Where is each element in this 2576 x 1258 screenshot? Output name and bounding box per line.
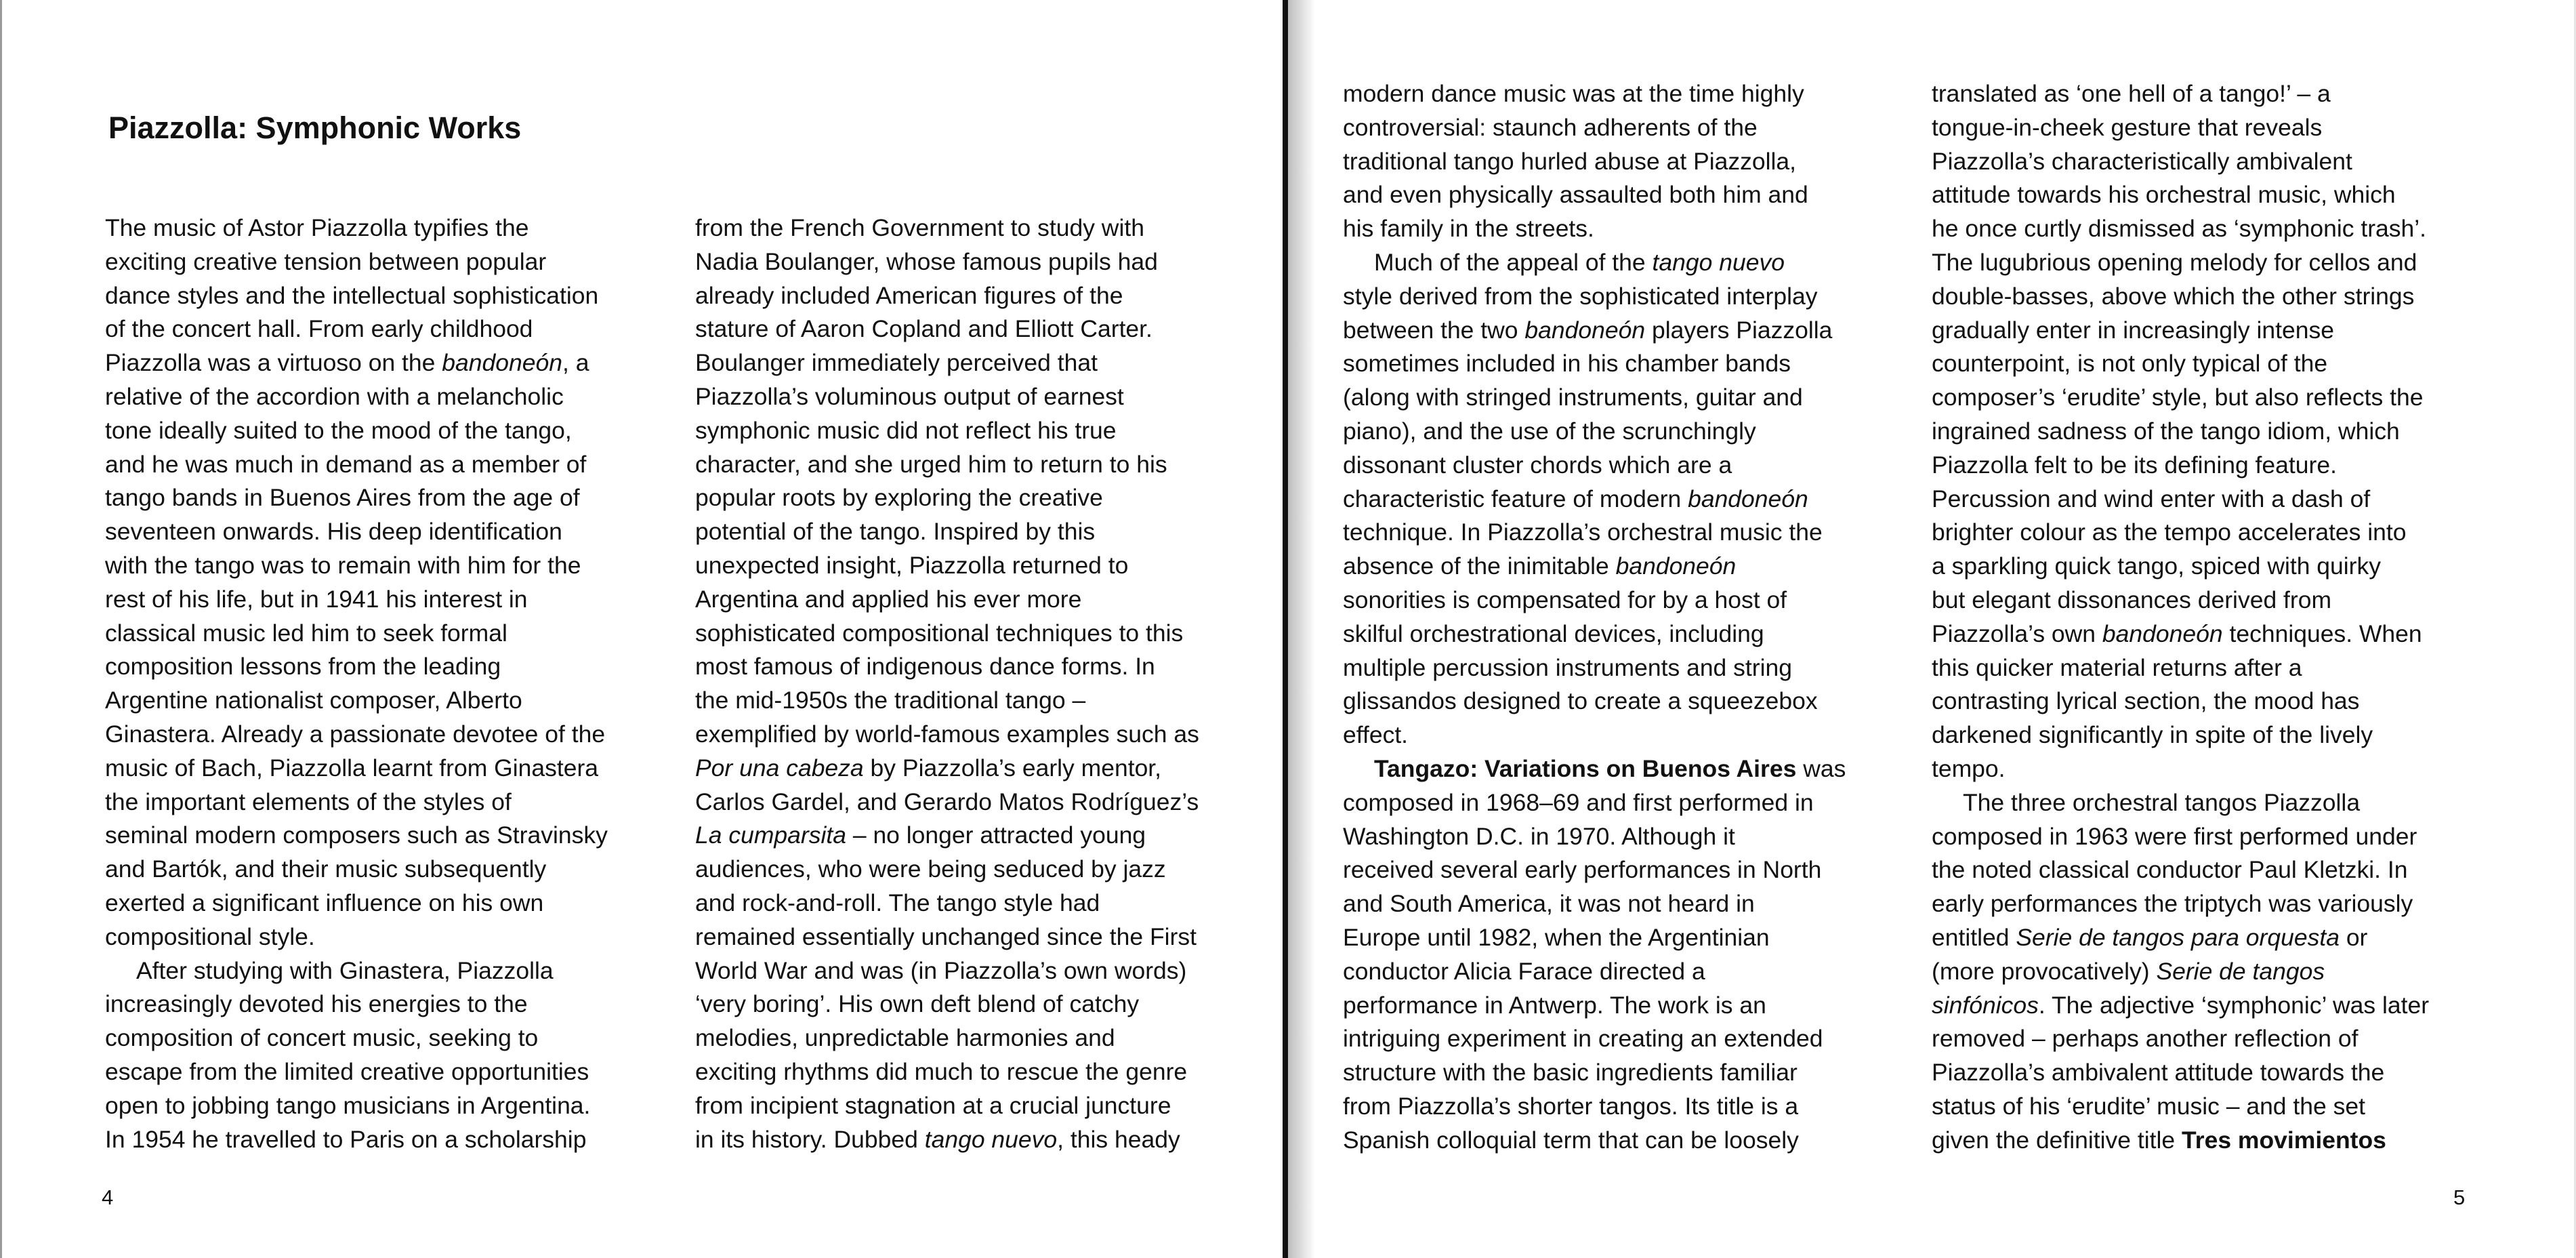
bold-text: Tres movimientos xyxy=(2182,1126,2386,1154)
body-text: , a xyxy=(562,349,589,377)
article-title: Piazzolla: Symphonic Works xyxy=(108,110,522,145)
body-text: this quicker material returns after a xyxy=(1932,653,2302,681)
italic-text: bandoneón xyxy=(1688,485,1808,512)
italic-text: Serie de tangos para orquesta xyxy=(2016,923,2340,951)
body-text: and Bartók, and their music subsequently xyxy=(105,855,547,883)
body-text: increasingly devoted his energies to the xyxy=(105,990,528,1018)
body-text: gradually enter in increasingly intense xyxy=(1932,316,2334,344)
text-line xyxy=(695,819,1251,853)
body-text: between the two xyxy=(1343,316,1525,344)
text-line xyxy=(1932,820,2487,854)
body-text: Carlos Gardel, and Gerardo Matos Rodríguez’s xyxy=(695,788,1199,815)
text-line xyxy=(1932,955,2487,989)
body-text: the noted classical conductor Paul Kletzki. In xyxy=(1932,856,2408,884)
body-text: composition lessons from the leading xyxy=(105,653,501,681)
body-text: Boulanger immediately perceived that xyxy=(695,349,1098,377)
body-text: composition of concert music, seeking to xyxy=(105,1024,539,1052)
text-line xyxy=(1932,1090,2487,1124)
text-line xyxy=(695,211,1251,245)
body-text: early performances the triptych was variously xyxy=(1932,890,2413,918)
body-text: entitled xyxy=(1932,923,2016,951)
text-line xyxy=(1932,178,2487,212)
text-line xyxy=(695,346,1251,380)
text-line xyxy=(1343,246,1898,280)
text-line xyxy=(1343,921,1898,955)
body-text: The lugubrious opening melody for cellos and xyxy=(1932,248,2417,276)
text-line xyxy=(105,515,661,549)
text-line xyxy=(1343,1090,1898,1124)
body-text: Washington D.C. in 1970. Although it xyxy=(1343,822,1735,850)
body-text: popular roots by exploring the creative xyxy=(695,484,1103,512)
text-line xyxy=(695,920,1251,954)
body-text: ‘very boring’. His own deft blend of catchy xyxy=(695,990,1140,1018)
body-text: rest of his life, but in 1941 his interest in xyxy=(105,585,528,613)
text-line xyxy=(695,380,1251,414)
body-text: multiple percussion instruments and string xyxy=(1343,653,1792,681)
text-line xyxy=(1932,246,2487,280)
text-line xyxy=(1343,77,1898,111)
body-text: dissonant cluster chords which are a xyxy=(1343,451,1732,479)
text-line xyxy=(105,752,661,786)
body-text: he once curtly dismissed as ‘symphonic trash’. xyxy=(1932,215,2427,243)
body-text: and he was much in demand as a member of xyxy=(105,450,587,478)
text-line xyxy=(105,346,661,380)
body-text: Piazzolla’s voluminous output of earnest xyxy=(695,382,1124,410)
body-text: composer’s ‘erudite’ style, but also reflects the xyxy=(1932,384,2424,411)
body-text: dance styles and the intellectual sophistication xyxy=(105,281,599,309)
text-line xyxy=(105,1123,661,1157)
text-line xyxy=(105,650,661,684)
body-text: Piazzolla’s own xyxy=(1932,620,2102,647)
body-text: controversial: staunch adherents of the xyxy=(1343,113,1758,141)
bold-text: Tangazo: Variations on Buenos Aires xyxy=(1374,754,1797,782)
body-text: sometimes included in his chamber bands xyxy=(1343,350,1791,378)
text-line xyxy=(1932,1056,2487,1090)
body-text: music of Bach, Piazzolla learnt from Ginastera xyxy=(105,754,599,782)
body-text: Piazzolla’s characteristically ambivalent xyxy=(1932,147,2352,175)
text-line xyxy=(695,515,1251,549)
text-line xyxy=(105,617,661,651)
book-gutter xyxy=(1283,0,1288,1258)
body-text: or xyxy=(2339,923,2368,951)
text-line xyxy=(105,1021,661,1055)
text-line xyxy=(105,312,661,346)
body-text: The music of Astor Piazzolla typifies the xyxy=(105,214,529,241)
text-line xyxy=(1932,921,2487,955)
text-line xyxy=(1932,314,2487,348)
text-line xyxy=(695,312,1251,346)
body-text: seventeen onwards. His deep identification xyxy=(105,518,562,546)
body-text: from Piazzolla’s shorter tangos. Its title is a xyxy=(1343,1092,1799,1120)
body-text: the important elements of the styles of xyxy=(105,788,512,815)
body-text: style derived from the sophisticated interplay xyxy=(1343,282,1818,310)
body-text: , this heady xyxy=(1057,1125,1180,1153)
body-text: sonorities is compensated for by a host of xyxy=(1343,586,1787,613)
body-text: contrasting lyrical section, the mood has xyxy=(1932,687,2360,715)
text-line xyxy=(695,786,1251,819)
body-text: structure with the basic ingredients familiar xyxy=(1343,1059,1798,1087)
body-text: After studying with Ginastera, Piazzolla xyxy=(136,956,554,984)
body-text: Piazzolla felt to be its defining feature. xyxy=(1932,451,2337,479)
text-line xyxy=(1343,1022,1898,1056)
text-line xyxy=(695,650,1251,684)
body-text: escape from the limited creative opportunities xyxy=(105,1057,589,1085)
body-text: Europe until 1982, when the Argentinian xyxy=(1343,923,1770,951)
text-line xyxy=(105,684,661,718)
body-text: glissandos designed to create a squeezebox xyxy=(1343,687,1818,715)
text-line xyxy=(1932,381,2487,415)
text-line xyxy=(105,481,661,515)
body-text: players Piazzolla xyxy=(1645,316,1833,344)
text-line xyxy=(1932,1124,2487,1158)
text-line xyxy=(1932,111,2487,145)
body-text: open to jobbing tango musicians in Argentina. xyxy=(105,1091,591,1119)
text-line xyxy=(105,887,661,920)
text-line xyxy=(105,1055,661,1089)
body-text: exciting rhythms did much to rescue the genre xyxy=(695,1057,1188,1085)
text-line xyxy=(695,549,1251,583)
body-text: his family in the streets. xyxy=(1343,215,1594,243)
text-line xyxy=(105,279,661,313)
text-column-4 xyxy=(1932,77,2487,1158)
text-line xyxy=(1932,212,2487,246)
body-text: In 1954 he travelled to Paris on a scholarship xyxy=(105,1125,587,1153)
body-text: of the concert hall. From early childhood xyxy=(105,315,533,343)
text-line xyxy=(1932,718,2487,752)
text-line xyxy=(105,414,661,448)
text-line xyxy=(1343,111,1898,145)
body-text: darkened significantly in spite of the lively xyxy=(1932,721,2373,749)
text-line xyxy=(695,448,1251,482)
italic-text: sinfónicos xyxy=(1932,991,2039,1019)
text-line xyxy=(1343,1124,1898,1158)
text-line xyxy=(695,988,1251,1021)
text-line xyxy=(1343,178,1898,212)
text-column-1 xyxy=(105,211,661,1156)
body-text: symphonic music did not reflect his true xyxy=(695,416,1117,444)
body-text: with the tango was to remain with him for the xyxy=(105,551,581,579)
text-line xyxy=(105,718,661,752)
text-line xyxy=(105,1089,661,1123)
text-line xyxy=(695,583,1251,617)
text-line xyxy=(1343,820,1898,854)
text-line xyxy=(1932,786,2487,820)
text-line xyxy=(1932,415,2487,449)
text-line xyxy=(1932,853,2487,887)
text-line xyxy=(695,481,1251,515)
text-line xyxy=(105,819,661,853)
text-line xyxy=(1932,483,2487,516)
body-text: by Piazzolla’s early mentor, xyxy=(863,754,1162,782)
text-line xyxy=(1343,651,1898,685)
body-text: Piazzolla was a virtuoso on the xyxy=(105,349,442,377)
text-line xyxy=(1343,280,1898,314)
text-line xyxy=(695,245,1251,279)
body-text: given the definitive title xyxy=(1932,1126,2182,1154)
body-text: unexpected insight, Piazzolla returned to xyxy=(695,551,1129,579)
text-line xyxy=(1932,449,2487,483)
text-line xyxy=(1343,381,1898,415)
text-line xyxy=(1343,752,1898,786)
text-line xyxy=(1343,212,1898,246)
text-line xyxy=(695,684,1251,718)
body-text: World War and was (in Piazzolla’s own words) xyxy=(695,956,1187,984)
body-text: Argentina and applied his ever more xyxy=(695,585,1082,613)
body-text: a sparkling quick tango, spiced with quirky xyxy=(1932,552,2382,580)
text-line xyxy=(105,853,661,887)
text-line xyxy=(1343,584,1898,617)
text-line xyxy=(1343,685,1898,718)
page-left-edge xyxy=(0,0,2,1258)
text-line xyxy=(105,583,661,617)
body-text: exerted a significant influence on his own xyxy=(105,889,544,916)
body-text: stature of Aaron Copland and Elliott Carter. xyxy=(695,315,1152,343)
body-text: absence of the inimitable xyxy=(1343,552,1616,580)
text-line xyxy=(695,887,1251,920)
text-line xyxy=(695,1123,1251,1157)
text-line xyxy=(1343,347,1898,381)
text-line xyxy=(1343,314,1898,348)
text-line xyxy=(1343,145,1898,179)
body-text: tongue-in-cheek gesture that reveals xyxy=(1932,113,2323,141)
text-line xyxy=(1932,651,2487,685)
text-line xyxy=(1932,752,2487,786)
body-text: attitude towards his orchestral music, which xyxy=(1932,181,2396,209)
italic-text: bandoneón xyxy=(1615,552,1737,580)
text-column-2 xyxy=(695,211,1251,1156)
body-text: relative of the accordion with a melancholic xyxy=(105,382,564,410)
italic-text: Por una cabeza xyxy=(695,754,864,782)
italic-text: La cumparsita xyxy=(695,821,846,849)
text-line xyxy=(105,380,661,414)
body-text: techniques. When xyxy=(2222,620,2422,647)
text-line xyxy=(1932,550,2487,584)
text-line xyxy=(695,1089,1251,1123)
text-line xyxy=(1932,584,2487,617)
body-text: conductor Alicia Farace directed a xyxy=(1343,957,1705,985)
body-text: most famous of indigenous dance forms. In xyxy=(695,653,1155,681)
text-line xyxy=(1343,887,1898,921)
body-text: tone ideally suited to the mood of the tango, xyxy=(105,416,572,444)
body-text: . The adjective ‘symphonic’ was later xyxy=(2038,991,2430,1019)
body-text: Much of the appeal of the xyxy=(1374,248,1653,276)
text-line xyxy=(1932,280,2487,314)
body-text: character, and she urged him to return to his xyxy=(695,450,1167,478)
body-text: tango bands in Buenos Aires from the age of xyxy=(105,484,580,512)
text-line xyxy=(105,549,661,583)
body-text: tempo. xyxy=(1932,754,2006,782)
text-line xyxy=(695,853,1251,887)
text-line xyxy=(1932,516,2487,550)
text-line xyxy=(1932,1022,2487,1056)
body-text: Nadia Boulanger, whose famous pupils had xyxy=(695,247,1158,275)
body-text: exemplified by world-famous examples such as xyxy=(695,720,1199,748)
body-text: The three orchestral tangos Piazzolla xyxy=(1963,788,2361,816)
body-text: counterpoint, is not only typical of the xyxy=(1932,350,2328,378)
italic-text: tango nuevo xyxy=(924,1125,1058,1153)
page-number-left: 4 xyxy=(102,1185,114,1209)
body-text: Percussion and wind enter with a dash of xyxy=(1932,485,2371,512)
body-text: and South America, it was not heard in xyxy=(1343,890,1755,918)
text-line xyxy=(1932,617,2487,651)
text-line xyxy=(1343,415,1898,449)
body-text: – no longer attracted young xyxy=(846,821,1146,849)
italic-text: Serie de tangos xyxy=(2156,957,2325,985)
body-text: remained essentially unchanged since the First xyxy=(695,922,1197,950)
text-line xyxy=(1343,1056,1898,1090)
body-text: melodies, unpredictable harmonies and xyxy=(695,1024,1115,1052)
body-text: effect. xyxy=(1343,721,1409,749)
text-line xyxy=(695,414,1251,448)
body-text: in its history. Dubbed xyxy=(695,1125,925,1153)
italic-text: bandoneón xyxy=(442,349,562,377)
body-text: Spanish colloquial term that can be loosely xyxy=(1343,1126,1799,1154)
text-line xyxy=(1343,483,1898,516)
body-text: was xyxy=(1796,754,1846,782)
body-text: technique. In Piazzolla’s orchestral music the xyxy=(1343,519,1823,546)
body-text: and even physically assaulted both him and xyxy=(1343,181,1808,209)
text-line xyxy=(105,920,661,954)
body-text: from incipient stagnation at a crucial juncture xyxy=(695,1091,1171,1119)
body-text: from the French Government to study with xyxy=(695,214,1144,241)
italic-text: tango nuevo xyxy=(1652,248,1785,276)
body-text: removed – perhaps another reflection of xyxy=(1932,1025,2359,1053)
text-line xyxy=(695,752,1251,786)
body-text: compositional style. xyxy=(105,922,315,950)
body-text: piano), and the use of the scrunchingly xyxy=(1343,417,1756,445)
text-line xyxy=(1343,853,1898,887)
body-text: potential of the tango. Inspired by this xyxy=(695,518,1096,546)
body-text: Ginastera. Already a passionate devotee of the xyxy=(105,720,606,748)
body-text: exciting creative tension between popular xyxy=(105,247,547,275)
text-line xyxy=(695,1055,1251,1089)
text-line xyxy=(1343,550,1898,584)
italic-text: bandoneón xyxy=(2102,620,2223,647)
text-line xyxy=(105,786,661,819)
body-text: (along with stringed instruments, guitar and xyxy=(1343,384,1803,411)
text-line xyxy=(1932,685,2487,718)
text-column-3 xyxy=(1343,77,1898,1158)
body-text: modern dance music was at the time highly xyxy=(1343,80,1804,107)
body-text: traditional tango hurled abuse at Piazzolla, xyxy=(1343,147,1797,175)
body-text: translated as ‘one hell of a tango!’ – a xyxy=(1932,80,2331,107)
gutter-shadow xyxy=(1288,0,1315,1258)
text-line xyxy=(105,448,661,482)
text-line xyxy=(1343,516,1898,550)
text-line xyxy=(105,954,661,988)
text-line xyxy=(1343,989,1898,1023)
text-line xyxy=(695,617,1251,651)
body-text: status of his ‘erudite’ music – and the set xyxy=(1932,1092,2365,1120)
italic-text: bandoneón xyxy=(1524,316,1646,344)
body-text: (more provocatively) xyxy=(1932,957,2157,985)
text-line xyxy=(105,988,661,1021)
body-text: composed in 1968–69 and first performed in xyxy=(1343,788,1814,816)
text-line xyxy=(1932,77,2487,111)
text-line xyxy=(105,211,661,245)
body-text: the mid-1950s the traditional tango – xyxy=(695,687,1086,714)
body-text: skilful orchestrational devices, including xyxy=(1343,620,1764,647)
body-text: composed in 1963 were first performed under xyxy=(1932,822,2417,850)
body-text: classical music led him to seek formal xyxy=(105,619,507,647)
body-text: Piazzolla’s ambivalent attitude towards the xyxy=(1932,1059,2385,1087)
body-text: already included American figures of the xyxy=(695,281,1123,309)
page-number-right: 5 xyxy=(2453,1185,2466,1209)
text-line xyxy=(695,279,1251,313)
text-line xyxy=(1932,887,2487,921)
text-line xyxy=(1343,449,1898,483)
body-text: but elegant dissonances derived from xyxy=(1932,586,2332,613)
text-line xyxy=(1932,989,2487,1023)
body-text: performance in Antwerp. The work is an xyxy=(1343,991,1766,1019)
text-line xyxy=(695,718,1251,752)
body-text: intriguing experiment in creating an extended xyxy=(1343,1025,1823,1053)
body-text: Argentine nationalist composer, Alberto xyxy=(105,687,522,714)
text-line xyxy=(695,1021,1251,1055)
body-text: double-basses, above which the other strings xyxy=(1932,282,2415,310)
body-text: received several early performances in North xyxy=(1343,856,1822,884)
body-text: sophisticated compositional techniques to this xyxy=(695,619,1184,647)
text-line xyxy=(1343,786,1898,820)
body-text: and rock-and-roll. The tango style had xyxy=(695,889,1100,916)
text-line xyxy=(1932,347,2487,381)
body-text: audiences, who were being seduced by jazz xyxy=(695,855,1166,883)
text-line xyxy=(1343,617,1898,651)
text-line xyxy=(1932,145,2487,179)
text-line xyxy=(105,245,661,279)
body-text: ingrained sadness of the tango idiom, which xyxy=(1932,417,2400,445)
body-text: characteristic feature of modern xyxy=(1343,485,1688,512)
text-line xyxy=(1343,718,1898,752)
body-text: brighter colour as the tempo accelerates into xyxy=(1932,519,2407,546)
body-text: seminal modern composers such as Stravinsky xyxy=(105,821,608,849)
text-line xyxy=(695,954,1251,988)
text-line xyxy=(1343,955,1898,989)
